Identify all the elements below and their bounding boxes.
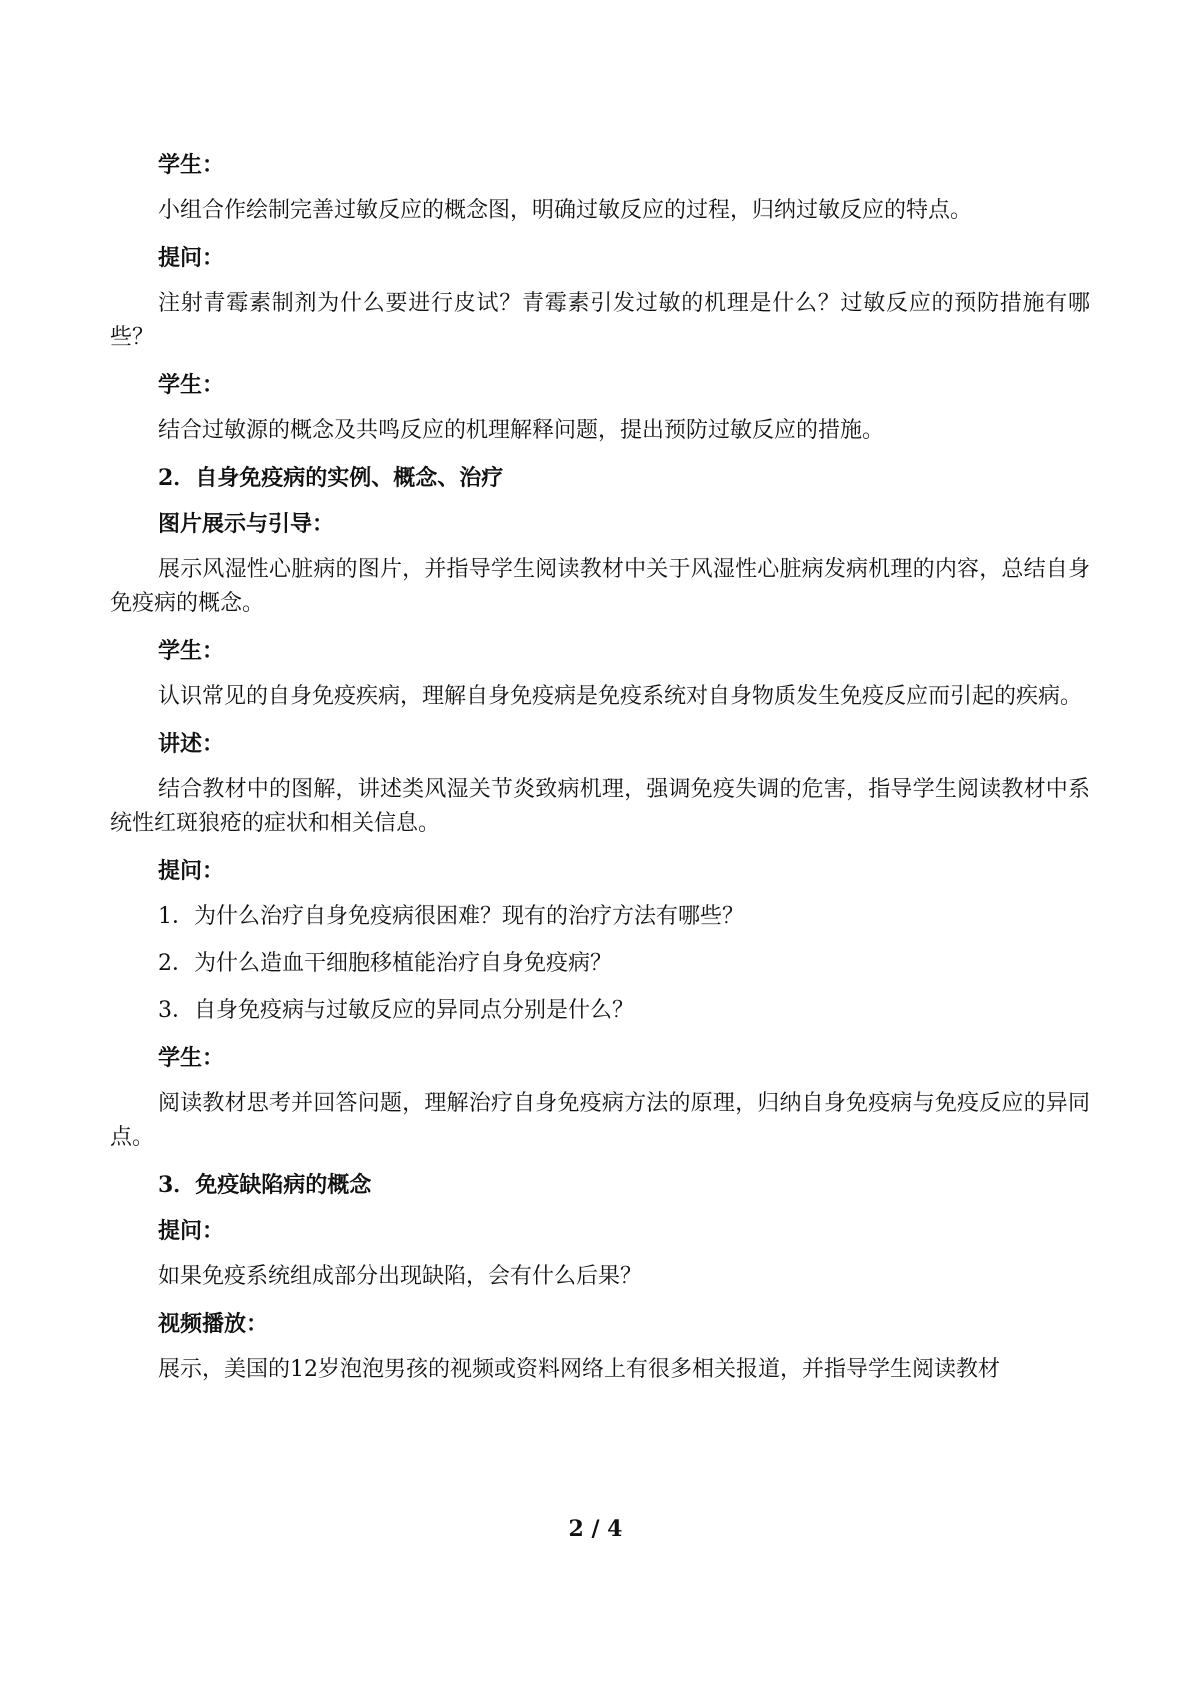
paragraph: 结合教材中的图解，讲述类风湿关节炎致病机理，强调免疫失调的危害，指导学生阅读教材中系统性红斑狼疮的症状和相关信息。 xyxy=(110,777,1090,836)
paragraph: 结合过敏源的概念及共鸣反应的机理解释问题，提出预防过敏反应的措施。 xyxy=(158,418,885,443)
page-number: 2 / 4 xyxy=(568,1516,623,1542)
heading-student: 学生： xyxy=(158,152,225,178)
paragraph: 注射青霉素制剂为什么要进行皮试？青霉素引发过敏的机理是什么？过敏反应的预防措施有哪些？ xyxy=(110,291,1090,350)
heading-question: 提问： xyxy=(158,245,225,271)
heading-student: 学生： xyxy=(158,638,225,664)
heading-image-guide: 图片展示与引导： xyxy=(158,511,335,537)
paragraph: 小组合作绘制完善过敏反应的概念图，明确过敏反应的过程，归纳过敏反应的特点。 xyxy=(158,198,973,223)
heading-student: 学生： xyxy=(158,372,225,398)
question-item: 1．为什么治疗自身免疫病很困难？现有的治疗方法有哪些？ xyxy=(158,904,744,929)
question-item: 3．自身免疫病与过敏反应的异同点分别是什么？ xyxy=(158,998,634,1023)
heading-narration: 讲述： xyxy=(158,731,225,757)
paragraph: 如果免疫系统组成部分出现缺陷，会有什么后果？ xyxy=(158,1264,643,1289)
paragraph: 展示风湿性心脏病的图片，并指导学生阅读教材中关于风湿性心脏病发病机理的内容，总结自身免疫病的概念。 xyxy=(110,557,1090,616)
heading-question: 提问： xyxy=(158,858,225,884)
section-heading: 2．自身免疫病的实例、概念、治疗 xyxy=(158,465,504,491)
paragraph: 展示，美国的12岁泡泡男孩的视频或资料网络上有很多相关报道，并指导学生阅读教材 xyxy=(158,1357,1000,1382)
paragraph: 阅读教材思考并回答问题，理解治疗自身免疫病方法的原理，归纳自身免疫病与免疫反应的异同点。 xyxy=(110,1091,1090,1150)
heading-video: 视频播放： xyxy=(158,1311,269,1337)
question-item: 2．为什么造血干细胞移植能治疗自身免疫病？ xyxy=(158,951,612,976)
heading-student: 学生： xyxy=(158,1045,225,1071)
heading-question: 提问： xyxy=(158,1218,225,1244)
document-body xyxy=(110,148,1090,1400)
paragraph: 认识常见的自身免疫疾病，理解自身免疫病是免疫系统对自身物质发生免疫反应而引起的疾病。 xyxy=(158,684,1083,709)
section-heading: 3．免疫缺陷病的概念 xyxy=(158,1172,372,1198)
